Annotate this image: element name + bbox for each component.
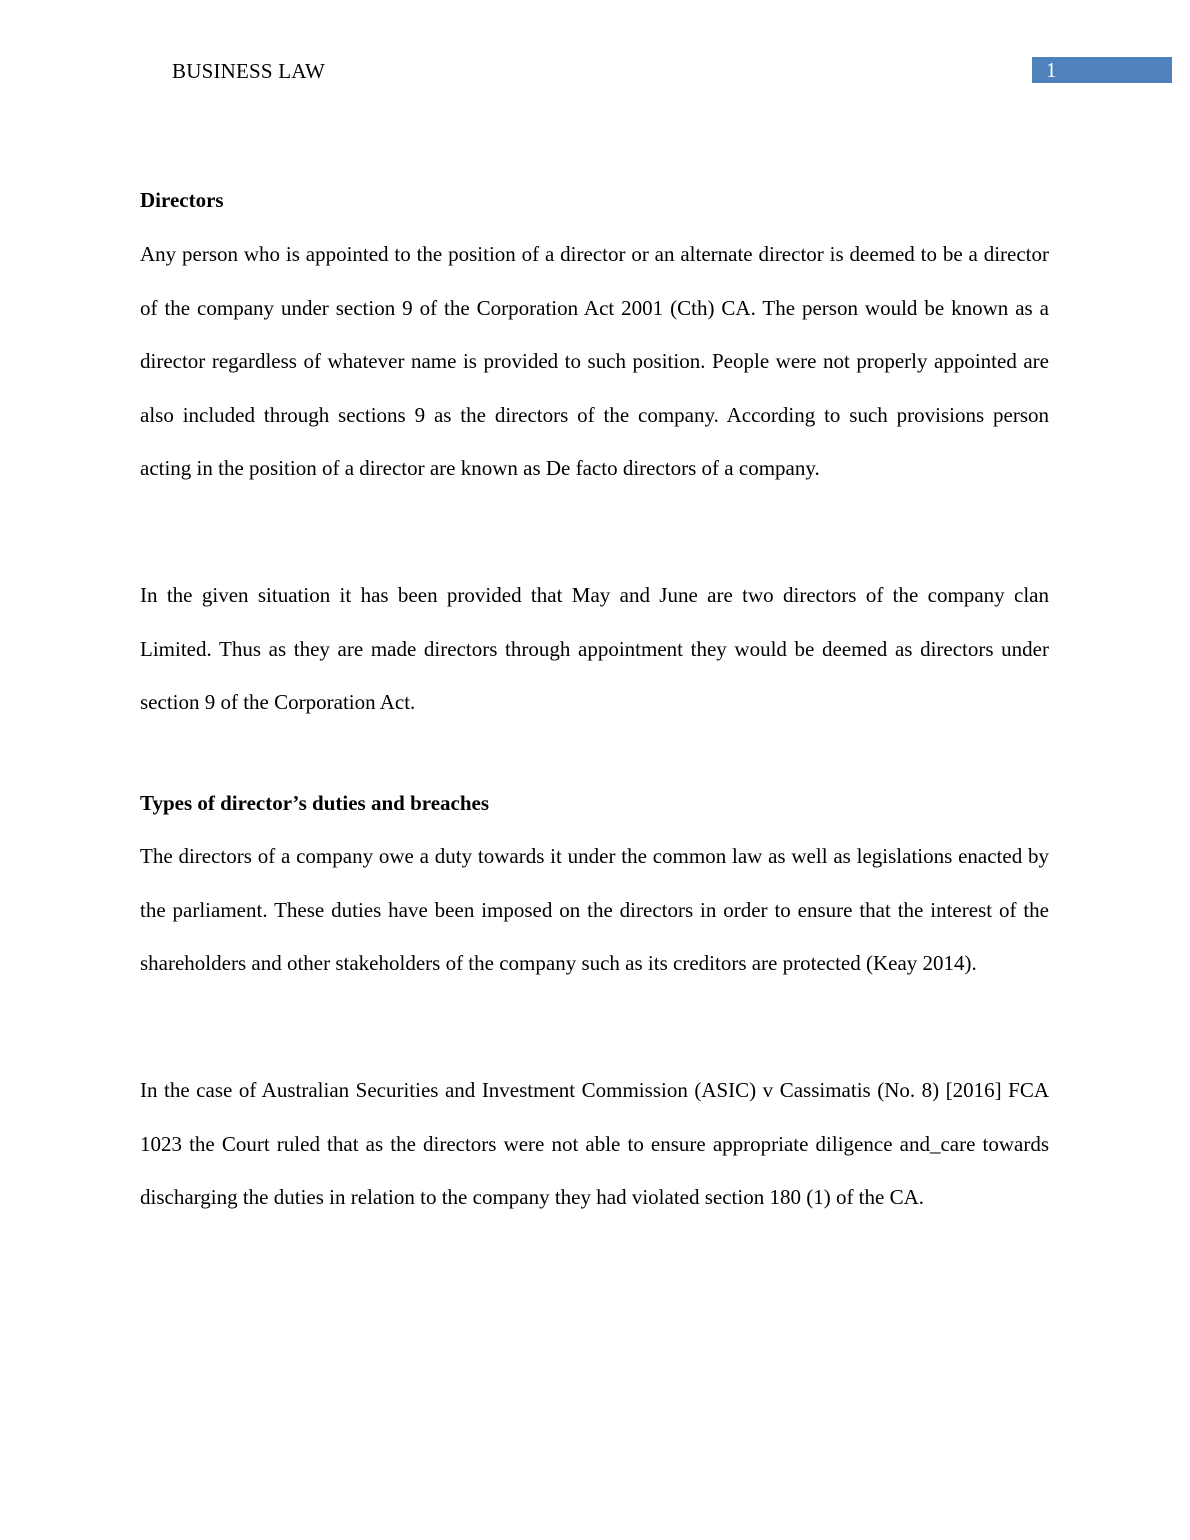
paragraph-duties-overview: The directors of a company owe a duty towards it under the common law as well as legislations enacted by the parliament. These duties have been imposed on the directors in order to ensure that the interest of the shareholders and other stakeholders of the company such as its creditors are protected (Keay 2014).: [140, 844, 1049, 976]
section-heading-directors: Directors: [140, 188, 224, 212]
paragraph-duties-case: In the case of Australian Securities and Investment Commission (ASIC) v Cassimatis (No. 8) [2016] FCA 1023 the Court ruled that as the directors were not able to ensure appropriate diligence and_care towards discharging the duties in relation to the company they had violated section 180 (1) of the CA.: [140, 1078, 1049, 1210]
page-number: 1: [1032, 57, 1172, 83]
running-header-title: BUSINESS LAW: [172, 59, 325, 83]
paragraph-directors-situation: In the given situation it has been provided that May and June are two directors of the company clan Limited. Thus as they are made directors through appointment they would be deemed as directors under section 9 of the Corporation Act.: [140, 583, 1049, 715]
section-heading-duties: Types of director’s duties and breaches: [140, 791, 490, 815]
paragraph-directors-definition: Any person who is appointed to the position of a director or an alternate director is deemed to be a director of the company under section 9 of the Corporation Act 2001 (Cth) CA. The person would be known as a director regardless of whatever name is provided to such position. People were not properly appointed are also included through sections 9 as the directors of the company. According to such provisions person acting in the position of a director are known as De facto directors of a company.: [140, 242, 1049, 481]
